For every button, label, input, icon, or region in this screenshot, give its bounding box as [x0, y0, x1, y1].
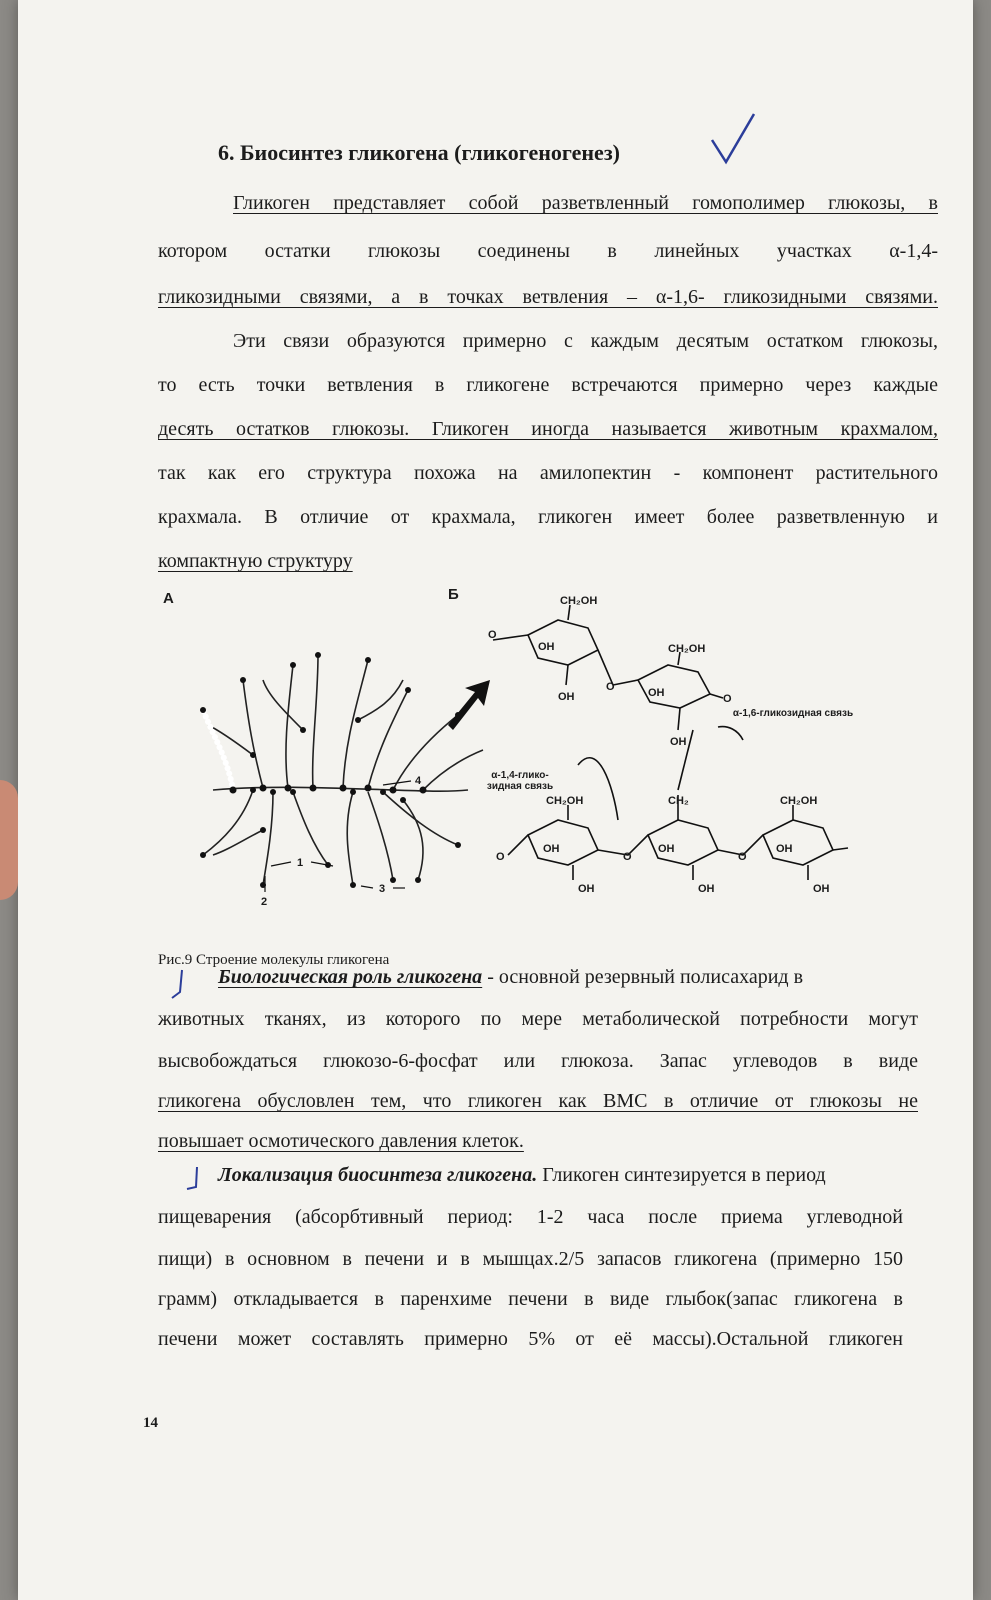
figure-panel-a-label: А [163, 590, 174, 607]
o-label-2: O [606, 681, 615, 693]
ch2-label: CH₂ [668, 795, 689, 807]
oh-label-4: OH [670, 736, 687, 748]
paragraph2-line2: то есть точки ветвления в гликогене встречаются примерно через каждые [158, 374, 938, 396]
alpha-1-4-note: α-1,4-глико- зидная связь [486, 770, 554, 792]
paragraph3-line1 [218, 966, 918, 989]
finger-edge [0, 780, 18, 900]
ch2oh-label-4: CH₂OH [780, 795, 818, 807]
glycogen-branching-diagram [193, 640, 493, 915]
ch2oh-label-3: CH₂OH [546, 795, 584, 807]
paragraph1-line1: Гликоген представляет собой разветвленный гомополимер глюкозы, в [233, 192, 938, 214]
paragraph3-line4: гликогена обусловлен тем, что гликоген как ВМС в отличие от глюкозы не [158, 1090, 918, 1112]
marker-2: 2 [261, 896, 268, 908]
paragraph4-line5: печени может составлять примерно 5% от её массы).Остальной гликоген [158, 1328, 903, 1350]
o-label-6: O [738, 851, 747, 863]
o-label-4: O [496, 851, 505, 863]
oh-label-9: OH [698, 883, 715, 895]
ch2oh-label-2: CH₂OH [668, 643, 706, 655]
paragraph4-line3: пищи) в основном в печени и в мышцах.2/5 запасов гликогена (примерно 150 [158, 1248, 903, 1270]
oh-label-3: OH [648, 687, 665, 699]
tick-mark-icon [168, 968, 192, 1002]
paragraph4-line1-text: Гликоген синтезируется в период [537, 1164, 826, 1186]
paragraph1-line3: гликозидными связями, а в точках ветвления – α-1,6- гликозидными связями. [158, 286, 938, 308]
o-label-1: O [488, 629, 497, 641]
o-label-3: O [723, 693, 732, 705]
oh-label-7: OH [776, 843, 793, 855]
paragraph4-line1 [218, 1164, 918, 1187]
paragraph4-line2: пищеварения (абсорбтивный период: 1-2 часа после приема углеводной [158, 1206, 903, 1228]
tick-mark-icon-2 [183, 1165, 203, 1195]
glycogen-chemical-structure [488, 590, 868, 910]
paragraph4-lead: Локализация биосинтеза гликогена. [218, 1164, 538, 1186]
figure-panel-b-label: Б [448, 586, 459, 603]
alpha-1-6-note: α-1,6-гликозидная связь [732, 708, 854, 719]
oh-label-5: OH [543, 843, 560, 855]
paragraph3-line2: животных тканях, из которого по мере метаболической потребности могут [158, 1008, 918, 1030]
oh-label-10: OH [813, 883, 830, 895]
oh-label-1: OH [538, 641, 555, 653]
o-label-5: O [623, 851, 632, 863]
marker-4: 4 [415, 775, 422, 787]
paragraph3-line1-text: - основной резервный полисахарид в [482, 966, 804, 988]
ch2oh-label-1: CH₂OH [560, 595, 598, 607]
paragraph2-line6: компактную структуру [158, 550, 353, 572]
paragraph3-lead: Биологическая роль гликогена [218, 966, 483, 988]
oh-label-2: OH [558, 691, 575, 703]
paragraph1-line2: котором остатки глюкозы соединены в линейных участках α-1,4- [158, 240, 938, 262]
marker-3: 3 [379, 883, 386, 895]
paragraph2-line5: крахмала. В отличие от крахмала, гликоген имеет более разветвленную и [158, 506, 938, 528]
paragraph3-line3: высвобождаться глюкозо-6-фосфат или глюкоза. Запас углеводов в виде [158, 1050, 918, 1072]
paragraph2-line4: так как его структура похожа на амилопектин - компонент растительного [158, 462, 938, 484]
paragraph2-line3: десять остатков глюкозы. Гликоген иногда называется животным крахмалом, [158, 418, 938, 440]
section-heading: 6. Биосинтез гликогена (гликогеногенез) [218, 140, 620, 165]
checkmark-icon [708, 110, 758, 170]
paragraph3-line5: повышает осмотического давления клеток. [158, 1130, 524, 1152]
oh-label-8: OH [578, 883, 595, 895]
page-number: 14 [143, 1415, 158, 1431]
paragraph4-line4: грамм) откладывается в паренхиме печени в виде глыбок(запас гликогена в [158, 1288, 903, 1310]
document-page [18, 0, 973, 1600]
paragraph2-line1: Эти связи образуются примерно с каждым десятым остатком глюкозы, [233, 330, 938, 352]
figure-caption: Рис.9 Строение молекулы гликогена [158, 952, 390, 968]
oh-label-6: OH [658, 843, 675, 855]
marker-1: 1 [297, 857, 304, 869]
